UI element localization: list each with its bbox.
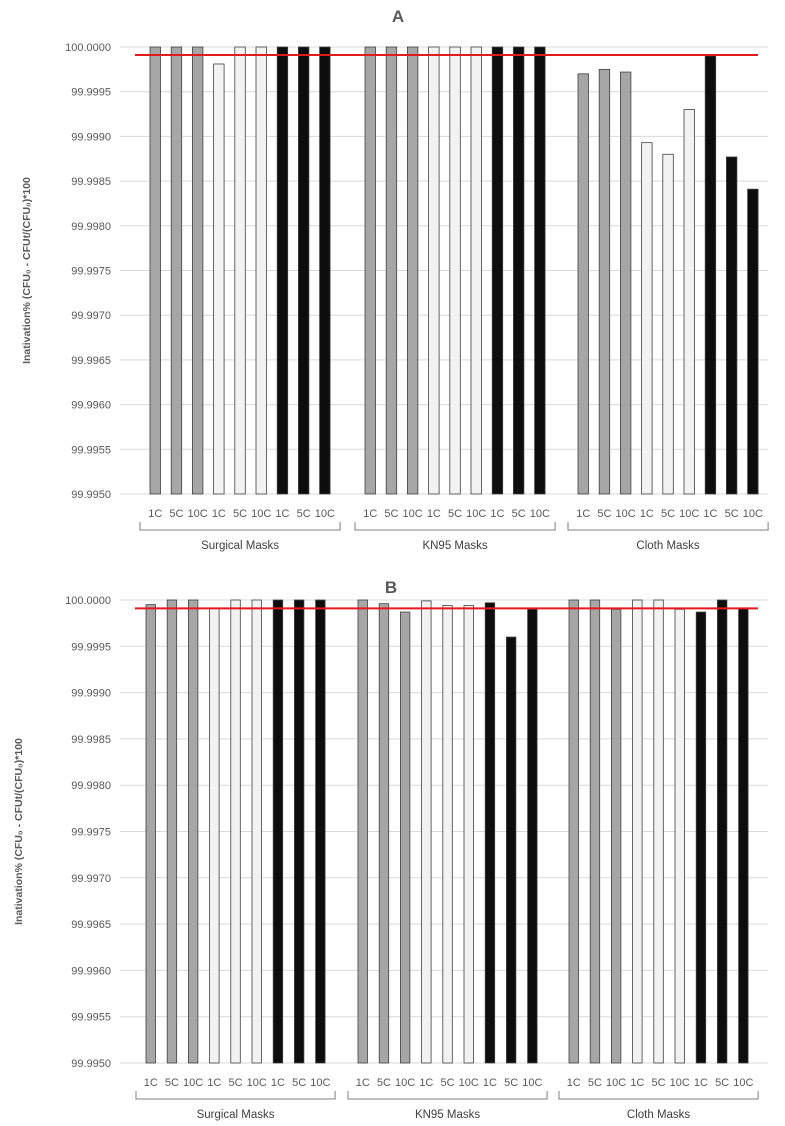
x-tick-label: 10C — [742, 508, 763, 520]
x-tick-label: 5C — [448, 508, 463, 520]
group-label: Surgical Masks — [201, 540, 280, 552]
x-tick-label: 1C — [576, 508, 591, 520]
y-tick-label: 99.9960 — [71, 965, 111, 978]
bar — [294, 600, 304, 1063]
x-tick-label: 5C — [228, 1077, 243, 1089]
x-tick-label: 1C — [143, 1077, 158, 1089]
group-label: KN95 Masks — [422, 540, 488, 552]
x-tick-label: 1C — [703, 508, 718, 520]
y-tick-label: 99.9965 — [71, 919, 111, 932]
bar — [513, 47, 524, 494]
bar — [150, 47, 161, 494]
x-tick-label: 10C — [183, 1077, 204, 1089]
bar — [578, 74, 589, 494]
bar — [231, 600, 241, 1063]
bar — [358, 600, 368, 1063]
y-tick-label: 99.9980 — [71, 780, 111, 793]
bar — [620, 72, 631, 494]
chart-title: B — [384, 578, 398, 597]
bar — [726, 157, 737, 494]
x-tick-label: 1C — [426, 508, 441, 520]
bar — [171, 47, 182, 494]
bar — [365, 47, 376, 494]
x-tick-label: 10C — [251, 508, 272, 520]
bar — [450, 47, 461, 494]
bar — [464, 606, 474, 1063]
x-tick-label: 5C — [376, 1077, 391, 1089]
bar — [252, 600, 262, 1063]
bar — [214, 64, 225, 494]
y-tick-label: 99.9995 — [71, 641, 111, 654]
bar — [407, 47, 418, 494]
y-tick-label: 99.9985 — [71, 176, 111, 189]
y-tick-label: 99.9970 — [71, 310, 111, 323]
bar — [663, 154, 674, 494]
bar — [471, 47, 482, 494]
bar — [146, 605, 156, 1063]
x-tick-label: 1C — [566, 1077, 581, 1089]
y-tick-label: 99.9980 — [71, 220, 111, 233]
x-tick-label: 10C — [310, 1077, 331, 1089]
x-tick-label: 10C — [529, 508, 550, 520]
y-tick-label: 99.9955 — [71, 444, 111, 457]
x-tick-label: 1C — [693, 1077, 708, 1089]
y-tick-label: 99.9975 — [71, 265, 111, 278]
y-axis-label: Inativation% (CFU₀ - CFUt/(CFU₀)*100 — [13, 738, 25, 925]
bar — [739, 608, 749, 1063]
x-tick-label: 5C — [724, 508, 739, 520]
x-tick-label: 5C — [440, 1077, 455, 1089]
group-label: Surgical Masks — [196, 1109, 275, 1121]
bar — [590, 600, 600, 1063]
bar — [379, 604, 389, 1063]
x-tick-label: 10C — [402, 508, 423, 520]
x-tick-label: 10C — [458, 1077, 479, 1089]
x-tick-label: 10C — [395, 1077, 416, 1089]
bar — [400, 612, 410, 1063]
x-tick-label: 5C — [296, 508, 311, 520]
bar — [443, 606, 453, 1063]
x-tick-label: 10C — [187, 508, 208, 520]
bar — [696, 612, 706, 1063]
y-tick-label: 99.9970 — [71, 872, 111, 885]
x-tick-label: 10C — [466, 508, 487, 520]
x-tick-label: 1C — [419, 1077, 434, 1089]
x-tick-label: 1C — [207, 1077, 222, 1089]
bar — [684, 110, 695, 494]
x-tick-label: 10C — [615, 508, 636, 520]
x-tick-label: 5C — [587, 1077, 602, 1089]
y-axis-label: Inativation% (CFU₀ - CFUt/(CFU₀)*100 — [21, 177, 33, 364]
x-tick-label: 5C — [384, 508, 399, 520]
x-tick-label: 5C — [597, 508, 612, 520]
y-tick-label: 99.9975 — [71, 826, 111, 839]
y-tick-label: 99.9955 — [71, 1011, 111, 1024]
x-tick-label: 5C — [504, 1077, 519, 1089]
x-tick-label: 5C — [164, 1077, 179, 1089]
y-tick-label: 99.9985 — [71, 733, 111, 746]
bar — [642, 143, 653, 494]
x-tick-label: 10C — [606, 1077, 627, 1089]
bar — [210, 608, 220, 1063]
x-tick-label: 10C — [669, 1077, 690, 1089]
bar — [492, 47, 503, 494]
group-bracket — [136, 1091, 335, 1099]
y-tick-label: 99.9960 — [71, 399, 111, 412]
group-bracket — [559, 1091, 758, 1099]
x-tick-label: 1C — [482, 1077, 497, 1089]
bar — [422, 601, 432, 1063]
bar — [167, 600, 177, 1063]
bar — [633, 600, 643, 1063]
x-tick-label: 10C — [522, 1077, 543, 1089]
y-tick-label: 99.9950 — [71, 1058, 111, 1070]
x-tick-label: 10C — [679, 508, 700, 520]
y-tick-label: 99.9965 — [71, 354, 111, 367]
bar — [256, 47, 267, 494]
bar — [277, 47, 288, 494]
bar — [386, 47, 397, 494]
y-tick-label: 100.0000 — [65, 595, 111, 607]
x-tick-label: 5C — [292, 1077, 307, 1089]
x-tick-label: 1C — [270, 1077, 285, 1089]
bar — [569, 600, 579, 1063]
bar — [485, 603, 495, 1063]
x-tick-label: 1C — [490, 508, 505, 520]
y-tick-label: 99.9950 — [71, 489, 111, 501]
bar — [316, 600, 326, 1063]
x-tick-label: 1C — [148, 508, 163, 520]
x-tick-label: 1C — [363, 508, 378, 520]
bar — [320, 47, 331, 494]
group-label: Cloth Masks — [626, 1109, 691, 1121]
bar — [717, 600, 727, 1063]
bar — [599, 69, 610, 494]
bar — [235, 47, 246, 494]
bar — [748, 189, 759, 494]
x-tick-label: 10C — [246, 1077, 267, 1089]
y-tick-label: 99.9990 — [71, 687, 111, 700]
group-bracket — [140, 522, 340, 530]
group-bracket — [348, 1091, 547, 1099]
x-tick-label: 5C — [715, 1077, 730, 1089]
bar — [611, 609, 621, 1063]
bar — [298, 47, 309, 494]
x-tick-label: 5C — [511, 508, 526, 520]
x-tick-label: 1C — [355, 1077, 370, 1089]
bar — [188, 600, 198, 1063]
x-tick-label: 10C — [733, 1077, 754, 1089]
chart-title: A — [391, 7, 405, 26]
bar — [429, 47, 440, 494]
y-tick-label: 99.9990 — [71, 131, 111, 144]
x-tick-label: 1C — [630, 1077, 645, 1089]
bar — [506, 637, 516, 1063]
x-tick-label: 1C — [639, 508, 654, 520]
x-tick-label: 5C — [169, 508, 184, 520]
group-label: Cloth Masks — [636, 540, 700, 552]
group-bracket — [568, 522, 768, 530]
bar — [273, 600, 283, 1063]
bar — [654, 600, 664, 1063]
bar — [535, 47, 546, 494]
x-tick-label: 1C — [275, 508, 290, 520]
group-bracket — [355, 522, 555, 530]
bar — [675, 609, 685, 1063]
x-tick-label: 10C — [314, 508, 335, 520]
x-tick-label: 5C — [233, 508, 248, 520]
bar — [528, 609, 538, 1063]
y-tick-label: 100.0000 — [65, 42, 111, 54]
bar — [192, 47, 203, 494]
group-label: KN95 Masks — [414, 1109, 481, 1121]
chart-b — [0, 563, 785, 1126]
x-tick-label: 5C — [661, 508, 676, 520]
x-tick-label: 5C — [651, 1077, 666, 1089]
x-tick-label: 1C — [211, 508, 226, 520]
bar — [705, 56, 716, 494]
y-tick-label: 99.9995 — [71, 86, 111, 99]
